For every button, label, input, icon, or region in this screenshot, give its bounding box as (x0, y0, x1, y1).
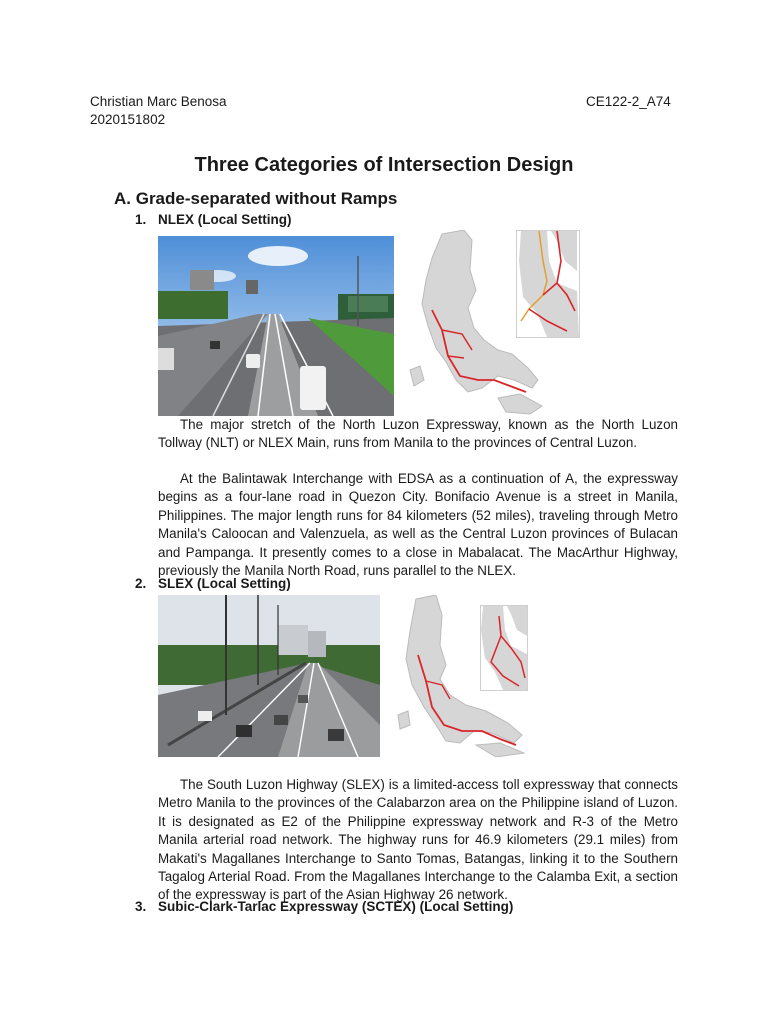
nlex-road-photo (158, 236, 394, 416)
list-item-sctex (135, 899, 695, 917)
slex-road-photo (158, 595, 380, 757)
list-label: SLEX (Local Setting) (158, 576, 291, 591)
page-title: Three Categories of Intersection Design (194, 154, 574, 176)
nlex-paragraph-2: At the Balintawak Interchange with EDSA as a continuation of A, the expressway begins as a four-lane road in Quezon City. Bonifacio Avenue is a street in Manila, Philippines. The major length runs for 84 kilometers (52 miles), traveling through Metro Manila's Caloocan and Valenzuela, as well as the Central Luzon provinces of Bulacan and Pampanga. It presently comes to a close in Mabalacat. The MacArthur Highway, previously the Manila North Road, runs parallel to the NLEX. (158, 471, 678, 579)
list-number: 1. (135, 212, 147, 227)
nlex-paragraph-1: The major stretch of the North Luzon Expressway, known as the North Luzon Tollway (NLT) or NLEX Main, runs from Manila to the provinces of Central Luzon. (158, 417, 678, 451)
course-code: CE122-2_A74 (586, 94, 671, 109)
list-number: 2. (135, 576, 147, 591)
author-name: Christian Marc Benosa (90, 94, 227, 109)
list-label: Subic-Clark-Tarlac Expressway (SCTEX) (Local Setting) (158, 899, 514, 914)
nlex-expressway-inset-map (516, 230, 580, 338)
slex-paragraph-1: The South Luzon Highway (SLEX) is a limited-access toll expressway that connects Metro Manila to the provinces of the Calabarzon area on the Philippine island of Luzon. It is designated as E2 of the Philippine expressway network and R-3 of the Metro Manila arterial road network. The highway runs for 46.9 kilometers (29.1 miles) from Makati's Magallanes Interchange to Santo Tomas, Batangas, linking it to the Southern Tagalog Arterial Road. From the Magallanes Interchange to the Calamba Exit, a section of the expressway is part of the Asian Highway 26 network. (158, 777, 678, 903)
list-item-nlex (135, 212, 535, 230)
list-label: NLEX (Local Setting) (158, 212, 292, 227)
section-heading-a: A. Grade-separated without Ramps (114, 189, 398, 208)
student-id: 2020151802 (90, 112, 166, 127)
slex-expressway-inset-map (480, 605, 528, 691)
list-number: 3. (135, 899, 147, 914)
list-item-slex (135, 576, 535, 594)
